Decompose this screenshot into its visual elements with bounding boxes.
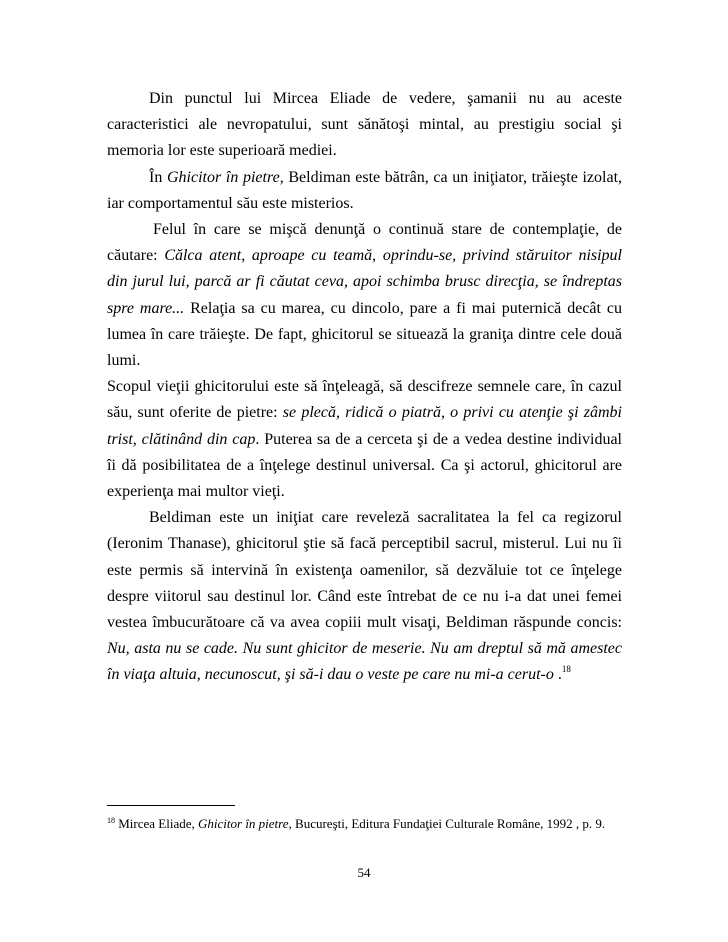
book-title-italic: Ghicitor în pietre, <box>167 168 284 186</box>
footnote-publication: Bucureşti, Editura Fundaţiei Culturale Române, 1992 , p. 9. <box>291 816 606 831</box>
footnote-title: Ghicitor în pietre, <box>198 816 292 831</box>
page-number: 54 <box>357 865 371 880</box>
paragraph-4-text-cont: . Puterea sa de a cerceta şi de a vedea destine individual îi dă posibilitatea de a înţelege destinul universal. Ca şi actorul, ghicitorul are experienţa mai multor vieţi. <box>107 430 622 501</box>
paragraph-4-text: Scopul vieţii ghicitorului este să înţeleagă, să descifreze semnele care, în cazul său, sunt oferite de pietre: <box>107 378 622 422</box>
paragraph-2-text: În <box>149 168 167 186</box>
paragraph-5 <box>107 505 622 688</box>
paragraph-4 <box>107 374 622 505</box>
quotation-italic: se plecă, ridică o piatră, o privi cu atenţie şi zâmbi trist, clătinând din cap <box>107 404 623 448</box>
paragraph-3-text-cont: Relaţia sa cu marea, cu dincolo, pare a fi mai puternică decât cu lumea în care trăieşte. De fapt, ghicitorul se situează la graniţa dintre cele două lumi. <box>107 299 623 370</box>
quotation-italic: Nu, asta nu se cade. Nu sunt ghicitor de meserie. Nu am dreptul să mă amestec în viaţa altuia, necunoscut, şi să-i dau o veste pe care nu mi-a cerut-o <box>107 640 622 684</box>
paragraph-2-text-cont: Beldiman este bătrân, ca un iniţiator, trăieşte izolat, iar comportamentul său este misterios. <box>107 168 623 212</box>
body-text <box>107 86 622 689</box>
quotation-italic: Călca atent, aproape cu teamă, oprindu-se, privind stăruitor nisipul din jurul lui, parcă ar fi căutat ceva, apoi schimba brusc direcţia, se îndreptas spre mare... <box>107 247 623 317</box>
footnote-reference[interactable]: 18 <box>561 664 571 675</box>
footnote <box>107 815 607 833</box>
paragraph-1-text: Din punctul lui Mircea Eliade de vedere, şamanii nu au aceste caracteristici ale nevropatului, sunt sănătoşi mintal, au prestigiu social şi memoria lor este superioară mediei. <box>107 90 622 160</box>
footnote-author: Mircea Eliade, <box>115 816 199 831</box>
footnote-separator <box>107 805 235 806</box>
paragraph-5-text-cont: . <box>553 666 562 684</box>
paragraph-5-text: Beldiman este un iniţiat care reveleză sacralitatea la fel ca regizorul (Ieronim Thanase), ghicitorul ştie să facă perceptibil sacrul, misterul. Lui nu îi este permis să intervină în existenţa oamenilor, să dezvăluie tot ce înţelege despre viitorul sau destinul lor. Când este întrebat de ce nu i-a dat unei femei vestea îmbucurătoare că va avea copiii mult visaţi, Beldiman răspunde concis: <box>107 509 622 632</box>
paragraph-1 <box>107 86 622 165</box>
paragraph-3 <box>107 217 622 374</box>
paragraph-3-text: Felul în care se mişcă denunţă o continuă stare de contemplaţie, de căutare: <box>107 221 622 265</box>
paragraph-2 <box>107 165 622 217</box>
footnote-marker: 18 <box>107 816 115 825</box>
